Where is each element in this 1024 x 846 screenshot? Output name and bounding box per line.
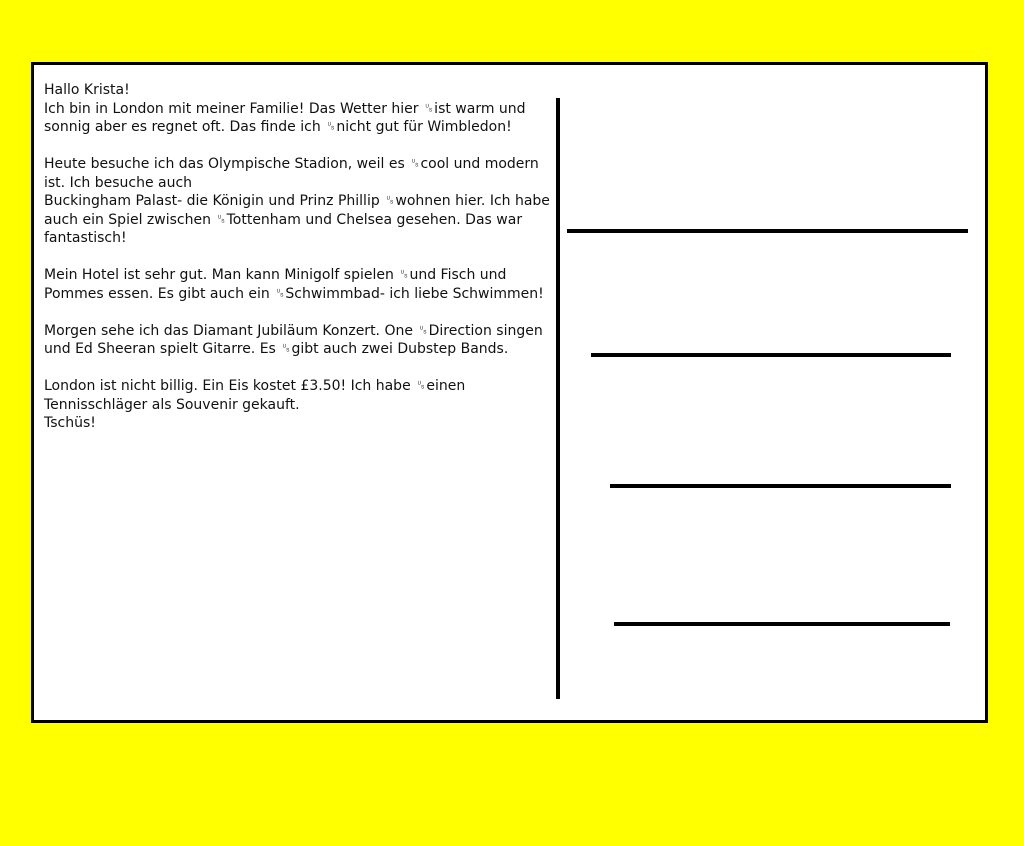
message-paragraph-hotel: Mein Hotel ist sehr gut. Man kann Minigolf spielen ␟und Fisch und Pommes essen. Es gibt auch ein ␟Schwimmbad- ich liebe Schwimmen! [44, 267, 544, 302]
address-line [614, 622, 950, 626]
message-paragraph-greeting: Hallo Krista! Ich bin in London mit meiner Familie! Das Wetter hier ␟ist warm und sonnig aber es regnet oft. Das finde ich ␟nicht gut für Wimbledon! [44, 82, 526, 135]
postcard-message [44, 81, 552, 451]
address-line [567, 229, 968, 233]
message-paragraph-concert: Morgen sehe ich das Diamant Jubiläum Konzert. One ␟Direction singen und Ed Sheeran spielt Gitarre. Es ␟gibt auch zwei Dubstep Bands. [44, 322, 543, 357]
postcard [31, 62, 988, 723]
address-line [610, 484, 951, 488]
message-paragraph-closing: London ist nicht billig. Ein Eis kostet £3.50! Ich habe ␟einen Tennisschläger als Souvenir gekauft. Tschüs! [44, 378, 466, 431]
postcard-divider [556, 98, 560, 699]
message-paragraph-stadium: Heute besuche ich das Olympische Stadion, weil es ␟cool und modern ist. Ich besuche auch Buckingham Palast- die Königin und Prinz Phillip ␟wohnen hier. Ich habe auch ein Spiel zwischen ␟Tottenham und Chelsea gesehen. Das war fantastisch! [44, 156, 550, 246]
address-line [591, 353, 951, 357]
